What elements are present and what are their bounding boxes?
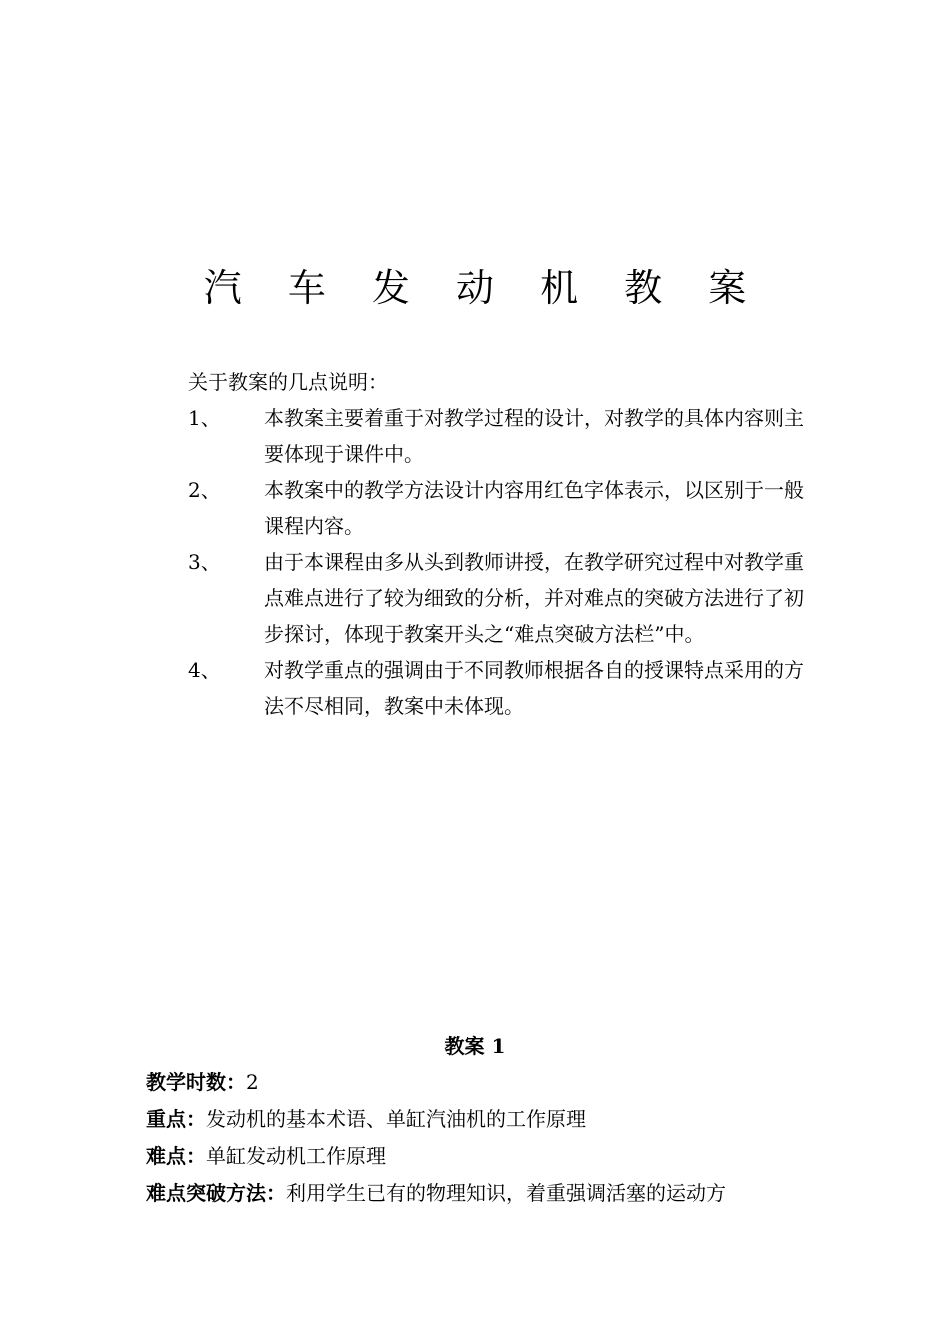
field-difficulties <box>146 1138 816 1175</box>
note-item <box>188 544 808 652</box>
intro-heading: 关于教案的几点说明： <box>188 370 388 394</box>
field-teaching-hours <box>146 1064 816 1101</box>
field-value: 2 <box>246 1070 259 1094</box>
field-label: 难点突破方法： <box>146 1181 286 1205</box>
note-text: 本教案中的教学方法设计内容用红色字体表示，以区别于一般课程内容。 <box>264 478 804 538</box>
field-label: 重点： <box>146 1107 206 1131</box>
notes-list <box>188 400 808 724</box>
note-number: 2、 <box>188 478 221 502</box>
field-value: 单缸发动机工作原理 <box>206 1144 386 1168</box>
field-key-points <box>146 1101 816 1138</box>
note-number: 1、 <box>188 406 221 430</box>
note-text: 本教案主要着重于对教学过程的设计，对教学的具体内容则主要体现于课件中。 <box>264 406 804 466</box>
field-label: 教学时数： <box>146 1070 246 1094</box>
field-value: 发动机的基本术语、单缸汽油机的工作原理 <box>206 1107 586 1131</box>
field-breakthrough-method <box>146 1175 816 1212</box>
note-number: 3、 <box>188 550 221 574</box>
lesson-title: 教案 1 <box>444 1034 506 1058</box>
note-item <box>188 400 808 472</box>
lesson-fields <box>146 1064 816 1212</box>
document-title: 汽 车 发 动 机 教 案 <box>203 266 764 310</box>
field-label: 难点： <box>146 1144 206 1168</box>
field-value: 利用学生已有的物理知识，着重强调活塞的运动方 <box>286 1181 726 1205</box>
note-item <box>188 652 808 724</box>
note-text: 对教学重点的强调由于不同教师根据各自的授课特点采用的方法不尽相同，教案中未体现。 <box>264 658 804 718</box>
note-number: 4、 <box>188 658 221 682</box>
note-text: 由于本课程由多从头到教师讲授，在教学研究过程中对教学重点难点进行了较为细致的分析，并对难点的突破方法进行了初步探讨，体现于教案开头之“难点突破方法栏”中。 <box>264 550 804 646</box>
note-item <box>188 472 808 544</box>
